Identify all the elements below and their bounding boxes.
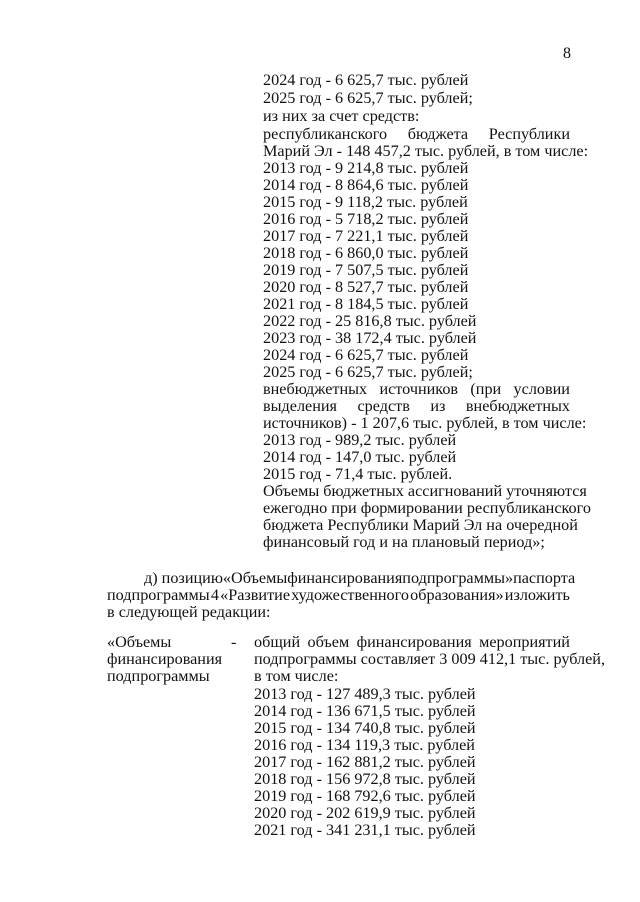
word: общий bbox=[254, 633, 301, 651]
word: средств bbox=[357, 397, 410, 415]
word: паспорта bbox=[513, 569, 576, 587]
year-line: 2013 год - 127 489,3 тыс. рублей bbox=[254, 685, 476, 703]
text-line: 2015 год - 71,4 тыс. рублей. bbox=[263, 465, 453, 483]
text-line: 2017 год - 7 221,1 тыс. рублей bbox=[263, 227, 469, 245]
table-label: «Объемы bbox=[107, 633, 172, 651]
word: условии bbox=[513, 380, 570, 398]
text-line: из них за счет средств: bbox=[263, 107, 420, 125]
text-line: 2014 год - 147,0 тыс. рублей bbox=[263, 448, 457, 466]
word: республиканского bbox=[263, 125, 388, 143]
text-line: 2024 год - 6 625,7 тыс. рублей bbox=[263, 71, 469, 89]
word: финансирования bbox=[356, 633, 472, 651]
text-line: подпрограммы составляет 3 009 412,1 тыс. рублей, bbox=[254, 650, 606, 668]
year-line: 2015 год - 134 740,8 тыс. рублей bbox=[254, 719, 476, 737]
justified-line bbox=[263, 381, 570, 398]
note-line: ежегодно при формировании республиканского bbox=[263, 499, 591, 517]
year-line: 2019 год - 168 792,6 тыс. рублей bbox=[254, 787, 476, 805]
word: внебюджетных bbox=[263, 380, 368, 398]
word: объем bbox=[307, 633, 350, 651]
text-line: 2025 год - 6 625,7 тыс. рублей; bbox=[263, 89, 473, 107]
word: бюджета bbox=[407, 125, 469, 143]
word: (при bbox=[470, 380, 502, 398]
paragraph-line bbox=[107, 587, 570, 604]
word: из bbox=[430, 397, 446, 415]
note-line: финансовый год и на плановый период»; bbox=[263, 533, 545, 551]
text-line: 2024 год - 6 625,7 тыс. рублей bbox=[263, 346, 469, 364]
word: выделения bbox=[263, 397, 337, 415]
table-dash: - bbox=[231, 633, 237, 651]
note-line: бюджета Республики Марий Эл на очередной bbox=[263, 516, 578, 534]
year-line: 2017 год - 162 881,2 тыс. рублей bbox=[254, 753, 476, 771]
year-line: 2014 год - 136 671,5 тыс. рублей bbox=[254, 702, 476, 720]
word: 4 bbox=[210, 586, 219, 604]
text-line: 2021 год - 8 184,5 тыс. рублей bbox=[263, 295, 469, 313]
word: «Объемы bbox=[222, 569, 288, 587]
justified-line bbox=[254, 634, 570, 651]
text-line: 2016 год - 5 718,2 тыс. рублей bbox=[263, 210, 469, 228]
table-label: финансирования bbox=[107, 650, 223, 668]
word: финансирования bbox=[287, 569, 403, 587]
word: д) позицию bbox=[144, 569, 223, 587]
paragraph-line bbox=[144, 569, 576, 587]
note-line: Объемы бюджетных ассигнований уточняются bbox=[263, 482, 587, 500]
text-line: 2015 год - 9 118,2 тыс. рублей bbox=[263, 193, 468, 211]
justified-line bbox=[263, 126, 570, 143]
justified-line bbox=[263, 398, 570, 415]
word: подпрограммы» bbox=[402, 569, 514, 587]
text-line: 2025 год - 6 625,7 тыс. рублей; bbox=[263, 363, 473, 381]
word: Республики bbox=[488, 125, 570, 143]
text-line: 2013 год - 9 214,8 тыс. рублей bbox=[263, 159, 469, 177]
text-line: 2018 год - 6 860,0 тыс. рублей bbox=[263, 244, 469, 262]
year-line: 2016 год - 134 119,3 тыс. рублей bbox=[254, 736, 475, 754]
text-line: 2020 год - 8 527,7 тыс. рублей bbox=[263, 278, 469, 296]
word: изложить bbox=[504, 586, 570, 604]
word: подпрограммы bbox=[107, 586, 210, 604]
text-line: 2022 год - 25 816,8 тыс. рублей bbox=[263, 312, 477, 330]
word: мероприятий bbox=[479, 633, 570, 651]
table-label: подпрограммы bbox=[107, 667, 210, 685]
paragraph-line: в следующей редакции: bbox=[107, 603, 271, 621]
text-line: Марий Эл - 148 457,2 тыс. рублей, в том числе: bbox=[263, 142, 589, 160]
year-line: 2021 год - 341 231,1 тыс. рублей bbox=[254, 821, 476, 839]
text-line: 2019 год - 7 507,5 тыс. рублей bbox=[263, 261, 469, 279]
text-line: источников) - 1 207,6 тыс. рублей, в том числе: bbox=[263, 414, 587, 432]
text-line: 2014 год - 8 864,6 тыс. рублей bbox=[263, 176, 469, 194]
text-line: 2023 год - 38 172,4 тыс. рублей bbox=[263, 329, 477, 347]
word: «Развитие bbox=[220, 586, 291, 604]
text-line: 2013 год - 989,2 тыс. рублей bbox=[263, 431, 457, 449]
word: внебюджетных bbox=[465, 397, 570, 415]
year-line: 2020 год - 202 619,9 тыс. рублей bbox=[254, 804, 476, 822]
word: художественного bbox=[291, 586, 409, 604]
word: образования» bbox=[410, 586, 504, 604]
page-number: 8 bbox=[563, 45, 571, 62]
word: источников bbox=[379, 380, 459, 398]
year-line: 2018 год - 156 972,8 тыс. рублей bbox=[254, 770, 476, 788]
text-line: в том числе: bbox=[254, 667, 339, 685]
